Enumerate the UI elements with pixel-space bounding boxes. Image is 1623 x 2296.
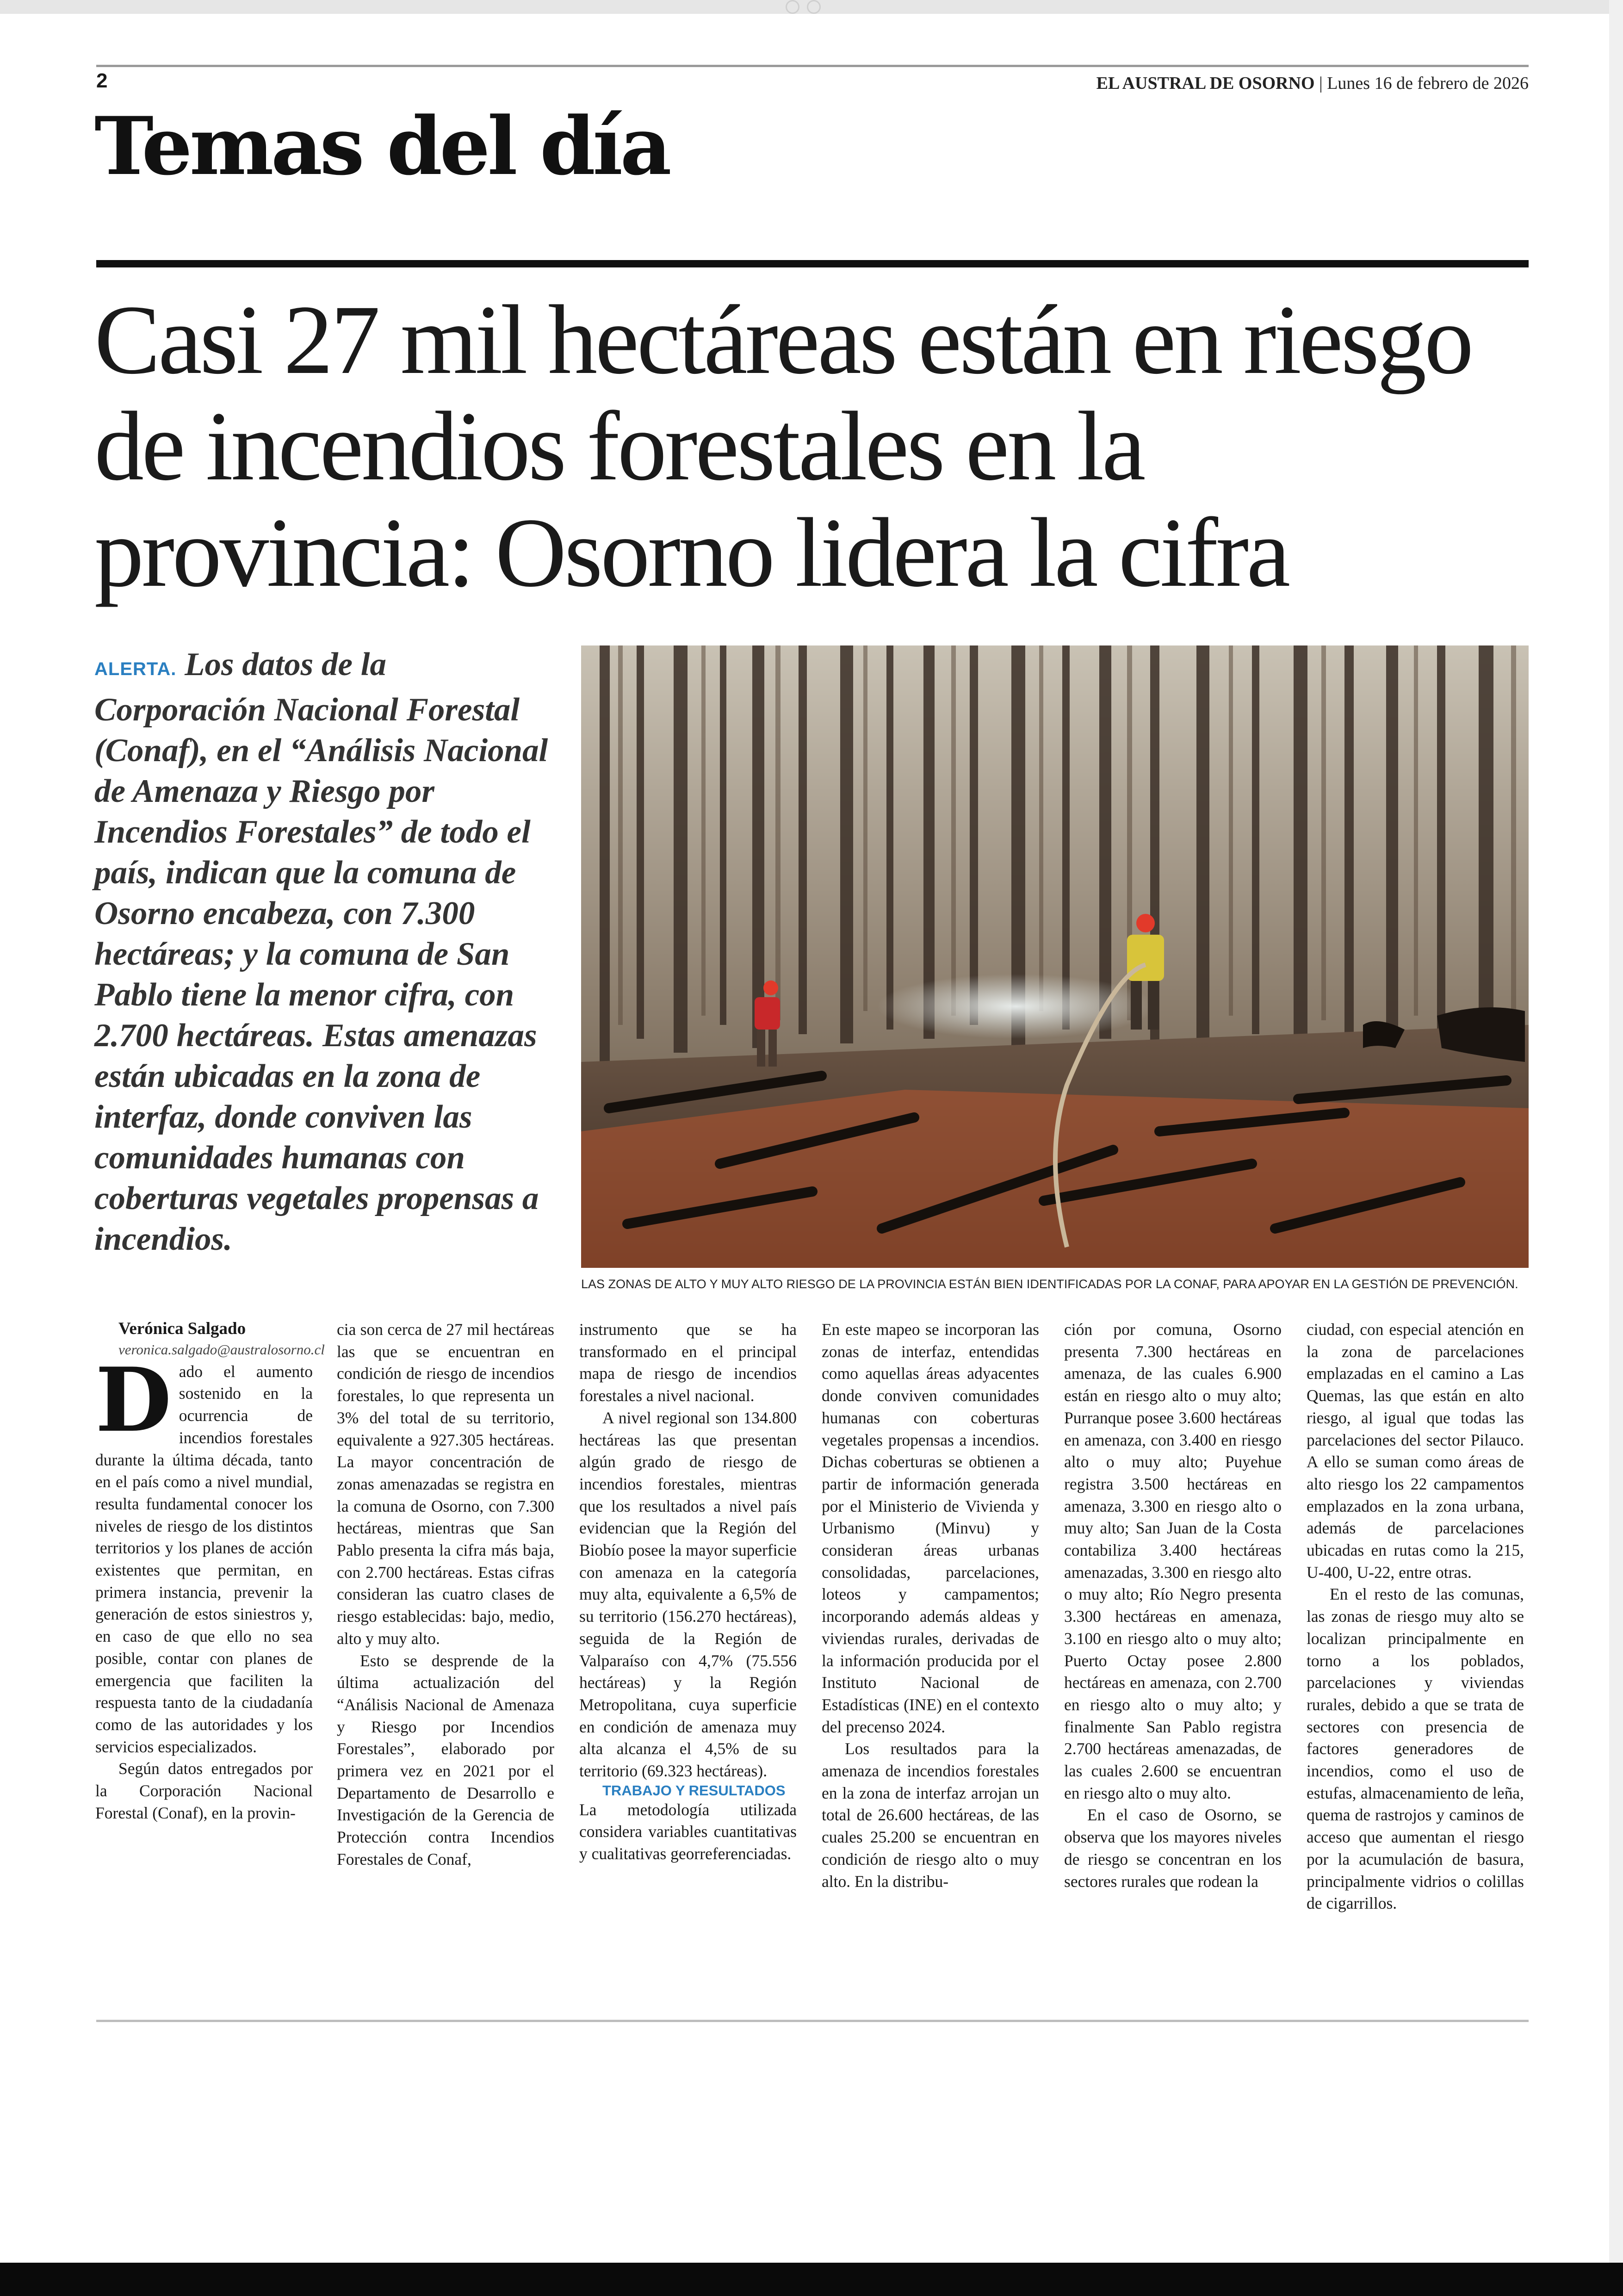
body-paragraph: instrumento que se ha transformado en el principal mapa de riesgo de incendios forestales a nivel nacional. [579,1320,797,1405]
prev-page-dot[interactable] [786,0,799,14]
article-headline: Casi 27 mil hectáreas están en riesgo de incendios forestales en la provincia: Osorno lidera la cifra [94,285,1472,608]
viewer-bottom-bar [0,2263,1623,2296]
column-4 [822,1319,1039,1893]
publication-name: EL AUSTRAL DE OSORNO [1096,74,1315,93]
body-paragraph: La metodología utilizada considera variables cuantitativas y cualitativas georreferenciadas. [579,1800,797,1863]
masthead [1096,73,1529,93]
paragraph-text: ado el aumento sostenido en la ocurrencia de incendios forestales durante la última década, tanto en el país como a nivel mundial, resulta fundamental conocer los niveles de riesgo de los distintos territorios y los planes de acción existentes que permitan, en primera instancia, prevenir la generación de estos siniestros y, en caso de que ello no sea posible, contar con planes de emergencia que faciliten la respuesta tanto de la ciudadanía como de las autoridades y los servicios especializados. [95,1362,313,1756]
body-paragraph: ción por comuna, Osorno presenta 7.300 hectáreas en amenaza, de las cuales 6.900 están en riesgo alto o muy alto; Purranque posee 3.600 hectáreas en amenaza, con 3.400 en riesgo alto o muy alto; Puyehue registra 3.500 hectáreas en amenaza, 3.300 en riesgo alto o muy alto; San Juan de la Costa contabiliza 3.400 hectáreas amenazadas, 3.300 en riesgo alto o muy alto; Río Negro presenta 3.300 hectáreas en amenaza, 3.100 en riesgo alto o muy alto; Puerto Octay posee 2.800 hectáreas en amenaza, con 2.700 en riesgo alto o muy alto; y finalmente San Pablo registra 2.700 hectáreas amenazadas, de las cuales 2.600 se encuentran en riesgo alto o muy alto. [1064,1320,1282,1802]
page-edge [1609,0,1623,2263]
column-3 [579,1319,797,1865]
body-paragraph: Los resultados para la amenaza de incendios forestales en la zona de interfaz arrojan un total de 26.600 hectáreas, de las cuales 25.200 se encuentran en condición de riesgo alto o muy alto. En la distribu- [822,1739,1039,1891]
column-2 [337,1319,554,1871]
footer-rule [96,2020,1529,2022]
issue-date: Lunes 16 de febrero de 2026 [1327,74,1529,93]
body-paragraph: ciudad, con especial atención en la zona de parcelaciones emplazadas en el camino a Las Quemas, las que están en alto riesgo, al igual que todas las parcelaciones del sector Pilauco. A ello se suman como áreas de alto riesgo los 22 campamentos emplazados en la zona urbana, además de parcelaciones ubicadas en rutas como la 215, U-400, U-22, entre otras. [1307,1320,1524,1582]
column-1 [95,1319,325,1824]
page-nav-dots[interactable] [782,0,842,14]
page-number: 2 [96,69,108,92]
drop-cap: D [95,1348,172,1452]
firefighters-photo [581,645,1529,1268]
author-name: Verónica Salgado [118,1319,246,1338]
masthead-separator: | [1319,74,1323,93]
lead-kicker: ALERTA. [94,659,177,679]
body-paragraph: cia son cerca de 27 mil hectáreas las que se encuentran en condición de riesgo de incendios forestales, lo que representa un 3% del total de su territorio, equivalente a 927.305 hectáreas. La mayor concentración de zonas amenazadas se registra en la comuna de Osorno, con 7.300 hectáreas, mientras que San Pablo presenta la cifra más baja, con 2.700 hectáreas. Estas cifras consideran las cuatro clases de riesgo establecidas: bajo, medio, alto y muy alto. [337,1320,554,1648]
author-email[interactable]: veronica.salgado@australosorno.cl [118,1341,325,1358]
subhead: TRABAJO Y RESULTADOS [602,1782,786,1799]
body-paragraph: Según datos entregados por la Corporación Nacional Forestal (Conaf), en la provin- [95,1759,313,1822]
section-rule [96,260,1529,267]
body-paragraph: A nivel regional son 134.800 hectáreas las que presentan algún grado de riesgo de incendios forestales, mientras que los resultados a nivel país evidencian que la Región del Biobío posee la mayor superficie con amenaza en la categoría muy alta, equivalente a 6,5% de su territorio (156.270 hectáreas), seguida de la Región de Valparaíso con 4,7% (75.556 hectáreas) y la Región Metropolitana, cuya superficie en condición de amenaza muy alta alcanza el 4,5% de su territorio (69.323 hectáreas). [579,1408,797,1781]
body-paragraph: En este mapeo se incorporan las zonas de interfaz, entendidas como aquellas áreas adyacentes donde conviven comunidades humanas con coberturas vegetales propensas a incendios. Dichas coberturas se obtienen a partir de información generada por el Ministerio de Vivienda y Urbanismo (Minvu) y consideran áreas urbanas consolidadas, parcelaciones, loteos y campamentos; incorporando además aldeas y viviendas rurales, derivadas de la información producida por el Instituto Nacional de Estadísticas (INE) en el contexto del precenso 2024. [822,1320,1039,1736]
next-page-dot[interactable] [807,0,821,14]
body-paragraph: En el resto de las comunas, las zonas de riesgo muy alto se localizan principalmente en torno a los poblados, parcelaciones y viviendas rurales, debido a que se trata de sectores con presencia de factores generadores de incendios, como el uso de estufas, almacenamiento de leña, quema de rastrojos y caminos de acceso que aumentan el riesgo por la acumulación de basura, principalmente vidrios o colillas de cigarrillos. [1307,1585,1524,1913]
lead-text: Los datos de la Corporación Nacional Forestal (Conaf), en el “Análisis Nacional de Amenaza y Riesgo por Incendios Forestales” de todo el país, indican que la comuna de Osorno encabeza, con 7.300 hectáreas; y la comuna de San Pablo tiene la menor cifra, con 2.700 hectáreas. Estas amenazas están ubicadas en la zona de interfaz, donde conviven las comunidades humanas con coberturas vegetales propensas a incendios. [94,646,548,1257]
column-5 [1064,1319,1282,1893]
body-paragraph: En el caso de Osorno, se observa que los mayores niveles de riesgo se concentran en los sectores rurales que rodean la [1064,1806,1282,1891]
section-title: Temas del día [94,99,669,193]
photo-caption: LAS ZONAS DE ALTO Y MUY ALTO RIESGO DE LA PROVINCIA ESTÁN BIEN IDENTIFICADAS POR LA CONAF, PARA APOYAR EN LA GESTIÓN DE PREVENCIÓN. [581,1277,1518,1291]
column-6 [1307,1319,1524,1915]
article-lead [94,644,557,1260]
body-paragraph: Esto se desprende de la última actualización del “Análisis Nacional de Amenaza y Riesgo por Incendios Forestales”, elaborado por primera vez en 2021 por el Departamento de Desarrollo e Investigación de la Gerencia de Protección contra Incendios Forestales de Conaf, [337,1651,554,1868]
article-body [95,1319,1530,1920]
header-rule [96,65,1529,67]
